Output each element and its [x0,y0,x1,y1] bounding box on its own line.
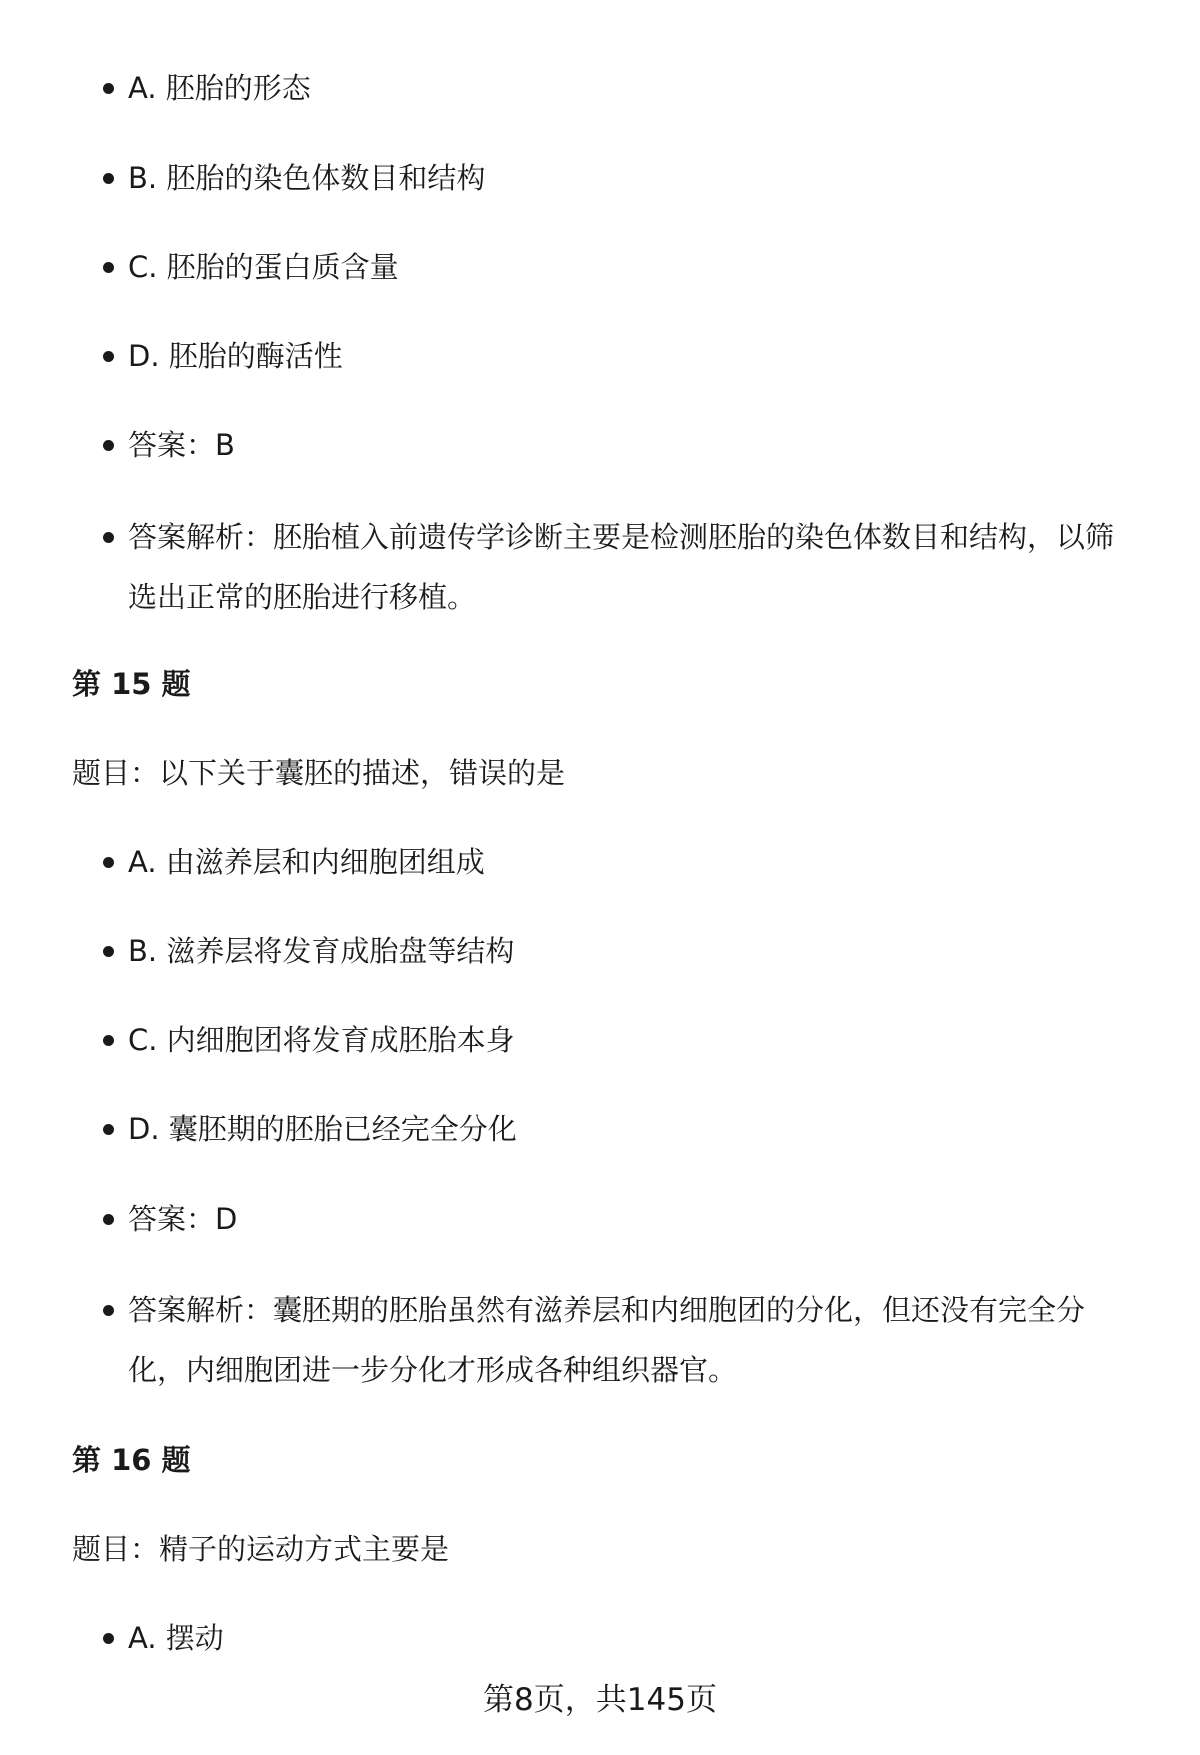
q14-explanation: 答案解析：胚胎植入前遗传学诊断主要是检测胚胎的染色体数目和结构，以筛选出正常的胚胎进行移植。 [128,507,1138,627]
q15-stem: 题目：以下关于囊胚的描述，错误的是 [72,756,566,790]
q16-option-a: A. 摆动 [128,1608,1138,1668]
q15-option-d: D. 囊胚期的胚胎已经完全分化 [128,1099,1138,1159]
q15-explanation: 答案解析：囊胚期的胚胎虽然有滋养层和内细胞团的分化，但还没有完全分化，内细胞团进一步分化才形成各种组织器官。 [128,1280,1138,1400]
q15-option-b: B. 滋养层将发育成胎盘等结构 [128,921,1138,981]
q15-option-a: A. 由滋养层和内细胞团组成 [128,832,1138,892]
q16-heading: 第 16 题 [72,1443,191,1477]
q15-option-c: C. 内细胞团将发育成胚胎本身 [128,1010,1138,1070]
q14-option-d: D. 胚胎的酶活性 [128,326,1138,386]
q14-option-b: B. 胚胎的染色体数目和结构 [128,148,1138,208]
q14-answer: 答案：B [128,415,1138,475]
q14-option-c: C. 胚胎的蛋白质含量 [128,237,1138,297]
q14-option-a: A. 胚胎的形态 [128,58,1138,118]
q15-heading: 第 15 题 [72,667,191,701]
page-number-footer: 第8页，共145页 [483,1682,717,1718]
q15-answer: 答案：D [128,1189,1138,1249]
q16-stem: 题目：精子的运动方式主要是 [72,1532,450,1566]
